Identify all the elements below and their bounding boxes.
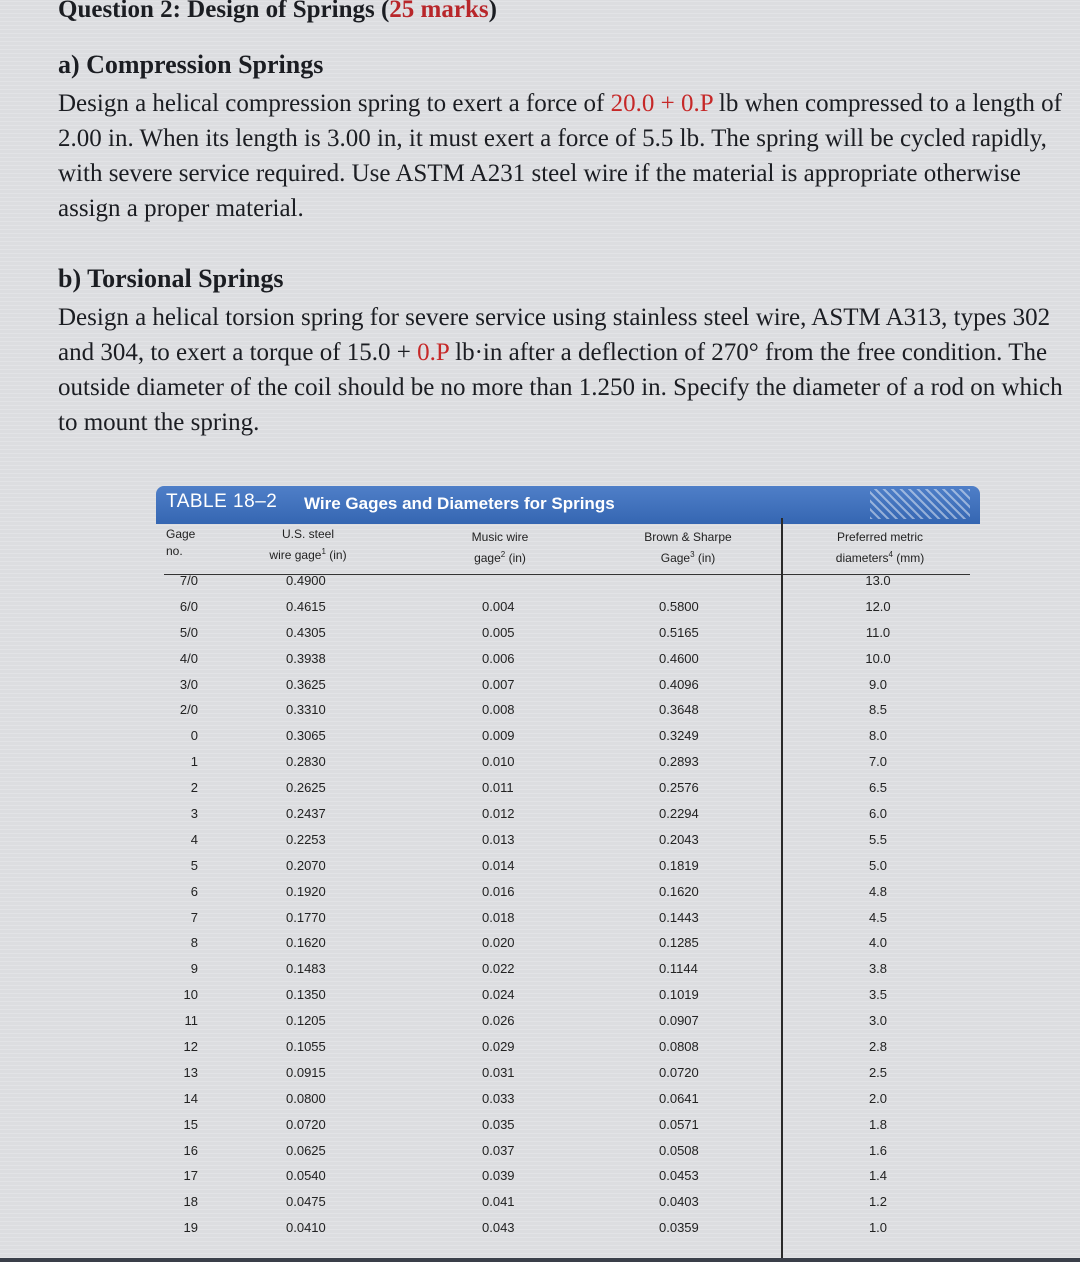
table-row — [156, 1143, 980, 1169]
cell-metric: 8.5 — [868, 702, 888, 718]
table-row — [156, 1220, 980, 1246]
cell-us-steel: 0.0475 — [286, 1194, 326, 1210]
col-head-us-sup: 1 — [321, 547, 326, 556]
cell-metric: 10.0 — [865, 650, 891, 666]
cell-music-wire: 0.012 — [482, 806, 515, 822]
col-head-music-wire — [440, 529, 560, 567]
cell-gage: 9 — [190, 961, 198, 977]
table-row — [156, 1039, 980, 1065]
col-head-bs-unit: (in) — [697, 551, 716, 565]
table-row — [156, 573, 980, 599]
cell-brown-sharpe: 0.1019 — [659, 987, 699, 1003]
col-head-us-line1: U.S. steel — [281, 527, 335, 541]
col-head-pm-line1: Preferred metric — [836, 530, 924, 544]
cell-gage: 11 — [184, 1013, 198, 1029]
part-b-text — [58, 300, 1068, 440]
cell-us-steel: 0.2625 — [286, 780, 326, 796]
cell-metric: 3.0 — [868, 1013, 888, 1029]
cell-brown-sharpe: 0.1443 — [659, 909, 699, 925]
cell-metric: 5.0 — [868, 857, 888, 873]
cell-brown-sharpe: 0.1285 — [659, 935, 699, 951]
cell-music-wire: 0.004 — [482, 598, 515, 614]
cell-gage: 14 — [183, 1090, 198, 1106]
part-b-torque-var: 0.P — [417, 339, 449, 366]
cell-us-steel: 0.3938 — [286, 650, 326, 666]
question-title — [58, 0, 497, 24]
table-row — [156, 651, 980, 677]
cell-gage: 3/0 — [179, 676, 198, 692]
cell-music-wire: 0.005 — [482, 624, 515, 640]
table-row — [156, 858, 980, 884]
cell-music-wire: 0.037 — [482, 1142, 515, 1158]
table-row — [156, 987, 980, 1013]
cell-gage: 0 — [190, 728, 198, 744]
cell-gage: 5 — [190, 857, 198, 873]
cell-us-steel: 0.1920 — [286, 883, 326, 899]
cell-brown-sharpe: 0.1144 — [659, 961, 698, 977]
cell-music-wire: 0.029 — [482, 1039, 515, 1055]
cell-us-steel: 0.2070 — [286, 857, 326, 873]
cell-us-steel: 0.1205 — [286, 1013, 326, 1029]
cell-brown-sharpe: 0.0359 — [659, 1220, 699, 1236]
table-row — [156, 1168, 980, 1194]
cell-music-wire: 0.014 — [482, 857, 515, 873]
cell-metric: 13.0 — [865, 573, 891, 588]
cell-music-wire: 0.043 — [482, 1220, 515, 1236]
cell-metric: 1.2 — [868, 1194, 888, 1210]
cell-us-steel: 0.0915 — [286, 1064, 326, 1080]
col-head-bs-line1: Brown & Sharpe — [644, 530, 732, 544]
cell-us-steel: 0.0540 — [286, 1168, 326, 1184]
cell-us-steel: 0.2437 — [286, 806, 326, 822]
cell-brown-sharpe: 0.2294 — [659, 806, 699, 822]
cell-us-steel: 0.4615 — [286, 598, 326, 614]
table-row — [156, 910, 980, 936]
cell-brown-sharpe: 0.0907 — [659, 1013, 699, 1029]
question-title-close: ) — [488, 0, 497, 23]
cell-gage: 2 — [190, 780, 198, 796]
cell-gage: 7/0 — [179, 573, 198, 588]
cell-us-steel: 0.4305 — [286, 624, 326, 640]
cell-brown-sharpe: 0.0808 — [659, 1039, 699, 1055]
cell-gage: 13 — [183, 1064, 198, 1080]
table-row — [156, 677, 980, 703]
cell-us-steel: 0.1620 — [286, 935, 326, 951]
cell-metric: 12.0 — [865, 598, 891, 614]
table-title-bar — [156, 486, 980, 524]
col-head-metric — [818, 529, 942, 567]
table-row — [156, 754, 980, 780]
cell-metric: 2.5 — [868, 1064, 888, 1080]
cell-music-wire: 0.039 — [482, 1168, 515, 1184]
cell-metric: 4.5 — [868, 909, 888, 925]
cell-metric: 1.6 — [868, 1142, 888, 1158]
cell-metric: 3.5 — [868, 987, 888, 1003]
table-row — [156, 1117, 980, 1143]
cell-metric: 8.0 — [868, 728, 888, 744]
cell-music-wire: 0.041 — [482, 1194, 515, 1210]
cell-us-steel: 0.3625 — [286, 676, 326, 692]
col-head-bs-sup: 3 — [690, 550, 695, 559]
part-b-text-2: lb·in after a deflection of 270° from the free condition. The outside diameter of the coil should be no more than 1.250 in. Specify the diameter of a rod on which to mount the spring. — [58, 339, 1063, 436]
table-title: Wire Gages and Diameters for Springs — [304, 494, 615, 513]
col-head-mw-unit: (in) — [508, 551, 526, 565]
cell-brown-sharpe: 0.3648 — [659, 702, 699, 718]
cell-gage: 15 — [183, 1116, 198, 1132]
cell-us-steel: 0.1483 — [286, 961, 326, 977]
table-body — [156, 573, 980, 1246]
table-row — [156, 1194, 980, 1220]
cell-metric: 2.8 — [868, 1039, 888, 1055]
table-number: TABLE 18–2 — [166, 491, 278, 512]
cell-brown-sharpe: 0.0453 — [659, 1168, 699, 1184]
col-head-us-steel — [248, 526, 368, 564]
table-row — [156, 832, 980, 858]
table-row — [156, 728, 980, 754]
cell-metric: 7.0 — [868, 754, 888, 770]
cell-metric: 6.0 — [868, 806, 888, 822]
cell-us-steel: 0.2830 — [286, 754, 326, 770]
cell-brown-sharpe: 0.0641 — [659, 1090, 699, 1106]
cell-brown-sharpe: 0.5165 — [659, 624, 699, 640]
cell-music-wire: 0.009 — [482, 728, 515, 744]
cell-gage: 19 — [183, 1220, 198, 1236]
cell-music-wire: 0.011 — [482, 780, 514, 796]
cell-brown-sharpe: 0.2893 — [659, 754, 699, 770]
table-row — [156, 1065, 980, 1091]
table-row — [156, 1013, 980, 1039]
part-b-text-1: Design a helical torsion spring for severe service using stainless steel wire, ASTM A313, types 302 and 304, to exert a torque of 15.0 + — [58, 304, 1051, 366]
bottom-edge — [0, 1258, 1080, 1262]
cell-us-steel: 0.0720 — [286, 1116, 326, 1132]
cell-metric: 3.8 — [868, 961, 888, 977]
table-row — [156, 806, 980, 832]
col-head-mw-line1: Music wire — [471, 530, 529, 544]
cell-brown-sharpe: 0.0403 — [659, 1194, 699, 1210]
col-head-gage-line2: no. — [166, 544, 183, 558]
col-head-bs-line2: Gage — [660, 551, 691, 565]
cell-brown-sharpe: 0.2576 — [659, 780, 699, 796]
cell-gage: 16 — [183, 1142, 198, 1158]
part-a-text-1: Design a helical compression spring to exert a force of — [58, 90, 611, 117]
cell-us-steel: 0.0800 — [286, 1090, 326, 1106]
cell-music-wire: 0.016 — [482, 883, 515, 899]
cell-metric: 5.5 — [868, 831, 888, 847]
cell-gage: 1 — [190, 754, 198, 770]
col-head-us-line2: wire gage — [269, 548, 322, 562]
col-head-brown-sharpe — [628, 529, 748, 567]
cell-gage: 6/0 — [179, 598, 198, 614]
cell-metric: 4.8 — [868, 883, 888, 899]
table-row — [156, 961, 980, 987]
cell-gage: 17 — [183, 1168, 198, 1184]
cell-music-wire: 0.013 — [482, 831, 515, 847]
cell-music-wire: 0.026 — [482, 1013, 515, 1029]
table-row — [156, 625, 980, 651]
col-head-us-unit: (in) — [329, 548, 347, 562]
cell-music-wire: 0.020 — [482, 935, 515, 951]
cell-us-steel: 0.3065 — [286, 728, 326, 744]
cell-gage: 12 — [183, 1039, 198, 1055]
cell-music-wire: 0.010 — [482, 754, 515, 770]
cell-metric: 6.5 — [868, 780, 888, 796]
part-b-heading: b) Torsional Springs — [58, 264, 284, 293]
cell-gage: 5/0 — [179, 624, 198, 640]
cell-music-wire: 0.024 — [482, 987, 515, 1003]
cell-metric: 9.0 — [868, 676, 888, 692]
cell-us-steel: 0.4900 — [286, 573, 326, 588]
table-row — [156, 780, 980, 806]
col-head-mw-line2: gage — [474, 551, 501, 565]
cell-us-steel: 0.1350 — [286, 987, 326, 1003]
cell-metric: 1.4 — [868, 1168, 888, 1184]
table-row — [156, 702, 980, 728]
cell-brown-sharpe: 0.4096 — [659, 676, 699, 692]
cell-music-wire: 0.031 — [482, 1064, 515, 1080]
cell-brown-sharpe: 0.0720 — [659, 1064, 699, 1080]
cell-brown-sharpe: 0.2043 — [659, 831, 699, 847]
cell-us-steel: 0.1055 — [286, 1039, 326, 1055]
cell-gage: 7 — [190, 909, 198, 925]
cell-music-wire: 0.006 — [482, 650, 515, 666]
cell-gage: 8 — [190, 935, 198, 951]
cell-metric: 2.0 — [868, 1090, 888, 1106]
cell-music-wire: 0.035 — [482, 1116, 515, 1132]
cell-metric: 1.8 — [868, 1116, 888, 1132]
cell-brown-sharpe: 0.1819 — [659, 857, 699, 873]
cell-gage: 18 — [183, 1194, 198, 1210]
cell-brown-sharpe: 0.0571 — [659, 1116, 699, 1132]
table-row — [156, 884, 980, 910]
cell-us-steel: 0.0625 — [286, 1142, 326, 1158]
cell-gage: 6 — [190, 883, 198, 899]
col-head-mw-sup: 2 — [500, 550, 506, 559]
cell-metric: 11.0 — [865, 624, 891, 640]
cell-us-steel: 0.3310 — [286, 702, 326, 718]
cell-gage: 3 — [190, 806, 198, 822]
cell-gage: 10 — [183, 987, 198, 1003]
cell-metric: 4.0 — [868, 935, 888, 951]
cell-gage: 4/0 — [179, 650, 198, 666]
cell-metric: 1.0 — [868, 1220, 888, 1236]
cell-us-steel: 0.1770 — [286, 909, 326, 925]
col-head-pm-unit: (mm) — [896, 551, 925, 565]
cell-gage: 4 — [190, 831, 198, 847]
cell-us-steel: 0.2253 — [286, 831, 326, 847]
cell-brown-sharpe: 0.3249 — [659, 728, 699, 744]
cell-brown-sharpe: 0.5800 — [659, 598, 699, 614]
cell-brown-sharpe: 0.1620 — [659, 883, 699, 899]
col-head-gage-line1: Gage — [166, 527, 196, 541]
col-head-pm-line2: diameters — [835, 551, 889, 565]
cell-brown-sharpe: 0.4600 — [659, 650, 699, 666]
cell-music-wire: 0.033 — [482, 1090, 515, 1106]
cell-gage: 2/0 — [179, 702, 198, 718]
cell-music-wire: 0.022 — [482, 961, 515, 977]
question-title-text: Question 2: Design of Springs ( — [58, 0, 390, 23]
table-row — [156, 1091, 980, 1117]
table-row — [156, 599, 980, 625]
wire-gage-table — [156, 486, 980, 1262]
col-head-pm-sup: 4 — [888, 550, 893, 559]
table-row — [156, 935, 980, 961]
part-a-text-2: lb when compressed to a length of 2.00 in. When its length is 3.00 in, it must exert a force of 5.5 lb. The spring will be cycled rapidly, with severe service required. Use ASTM A231 steel wire if the material is appropriate otherwise assign a proper material. — [58, 90, 1062, 222]
cell-music-wire: 0.018 — [482, 909, 515, 925]
col-head-gage — [158, 526, 210, 560]
marks-label: 25 marks — [389, 0, 489, 23]
title-bar-texture — [870, 489, 970, 519]
part-a-text — [58, 86, 1068, 226]
cell-music-wire: 0.008 — [482, 702, 515, 718]
part-a-force: 20.0 + 0.P — [610, 90, 713, 117]
cell-brown-sharpe: 0.0508 — [659, 1142, 699, 1158]
cell-music-wire: 0.007 — [482, 676, 515, 692]
part-a-heading: a) Compression Springs — [58, 50, 324, 79]
cell-us-steel: 0.0410 — [286, 1220, 326, 1236]
